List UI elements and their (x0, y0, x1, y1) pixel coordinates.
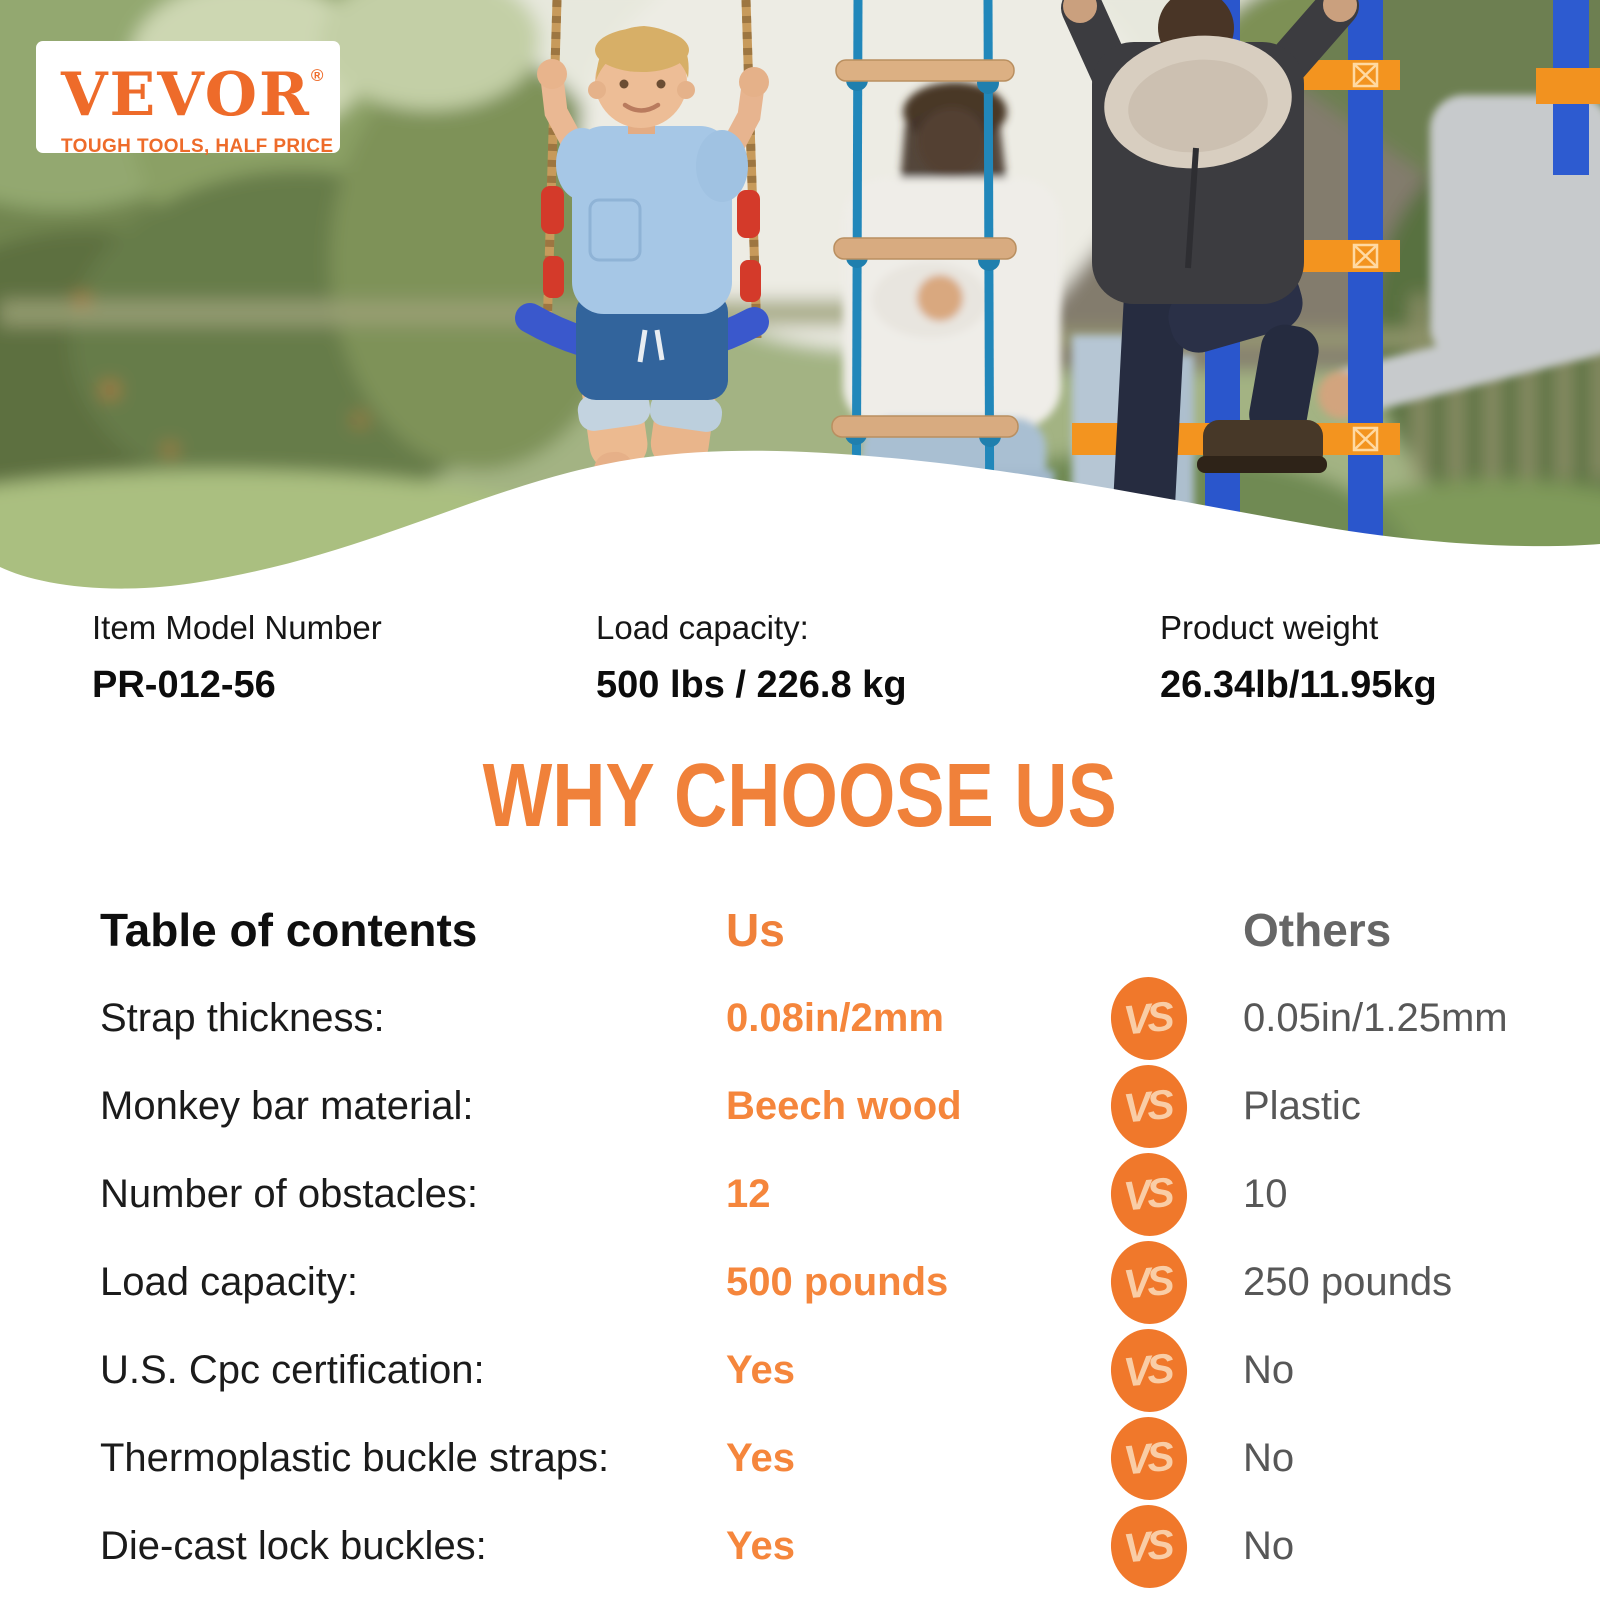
table-row-die-cast-lock-buckles (0, 1502, 1600, 1590)
row-others-value: Plastic (1243, 1083, 1361, 1128)
row-label: Load capacity: (100, 1259, 358, 1304)
row-label: Number of obstacles: (100, 1171, 478, 1216)
table-row-strap-thickness (0, 974, 1600, 1062)
row-us-value: 0.08in/2mm (726, 995, 944, 1040)
row-others-value: 10 (1243, 1171, 1288, 1216)
vs-badge: VS (1107, 1501, 1191, 1591)
table-row-cpc-certification (0, 1326, 1600, 1414)
info-value: 500 lbs / 226.8 kg (596, 664, 907, 706)
row-us-value: Yes (726, 1347, 795, 1392)
row-label: U.S. Cpc certification: (100, 1347, 485, 1392)
row-others-value: No (1243, 1435, 1295, 1480)
row-others-value: 250 pounds (1243, 1259, 1453, 1304)
info-item-model (92, 608, 382, 708)
vs-badge: VS (1107, 1061, 1191, 1151)
info-value: PR-012-56 (92, 664, 276, 706)
vs-badge: VS (1107, 1237, 1191, 1327)
row-label: Die-cast lock buckles: (100, 1523, 487, 1568)
row-label: Thermoplastic buckle straps: (100, 1435, 610, 1480)
row-label: Strap thickness: (100, 995, 385, 1040)
row-label: Monkey bar material: (100, 1083, 474, 1128)
comparison-header-row (0, 886, 1600, 974)
brand-logo-box (36, 41, 340, 157)
header-us: Us (726, 904, 785, 956)
info-label: Item Model Number (92, 609, 382, 646)
comparison-table (0, 886, 1600, 1590)
row-us-value: Yes (726, 1435, 795, 1480)
row-us-value: 500 pounds (726, 1259, 949, 1304)
vs-badge: VS (1107, 1325, 1191, 1415)
row-us-value: 12 (726, 1171, 771, 1216)
info-item-weight (1160, 608, 1437, 708)
row-others-value: 0.05in/1.25mm (1243, 995, 1508, 1040)
row-others-value: No (1243, 1347, 1295, 1392)
info-label: Load capacity: (596, 609, 809, 646)
registered-trademark: ® (310, 66, 324, 85)
vs-badge: VS (1107, 1413, 1191, 1503)
table-row-load-capacity (0, 1238, 1600, 1326)
section-title: WHY CHOOSE US (482, 746, 1118, 846)
brand-logo: VEVOR® (61, 60, 324, 130)
header-contents: Table of contents (100, 904, 478, 956)
row-us-value: Yes (726, 1523, 795, 1568)
row-us-value: Beech wood (726, 1083, 962, 1128)
header-others: Others (1243, 904, 1392, 956)
table-row-thermoplastic-buckle-straps (0, 1414, 1600, 1502)
vs-badge: VS (1107, 973, 1191, 1063)
row-others-value: No (1243, 1523, 1295, 1568)
table-row-monkey-bar-material (0, 1062, 1600, 1150)
vs-badge: VS (1107, 1149, 1191, 1239)
info-item-load-capacity (596, 608, 907, 708)
table-row-number-of-obstacles (0, 1150, 1600, 1238)
info-value: 26.34lb/11.95kg (1160, 664, 1437, 706)
info-label: Product weight (1160, 609, 1379, 646)
brand-tagline: TOUGH TOOLS, HALF PRICE (61, 136, 334, 157)
